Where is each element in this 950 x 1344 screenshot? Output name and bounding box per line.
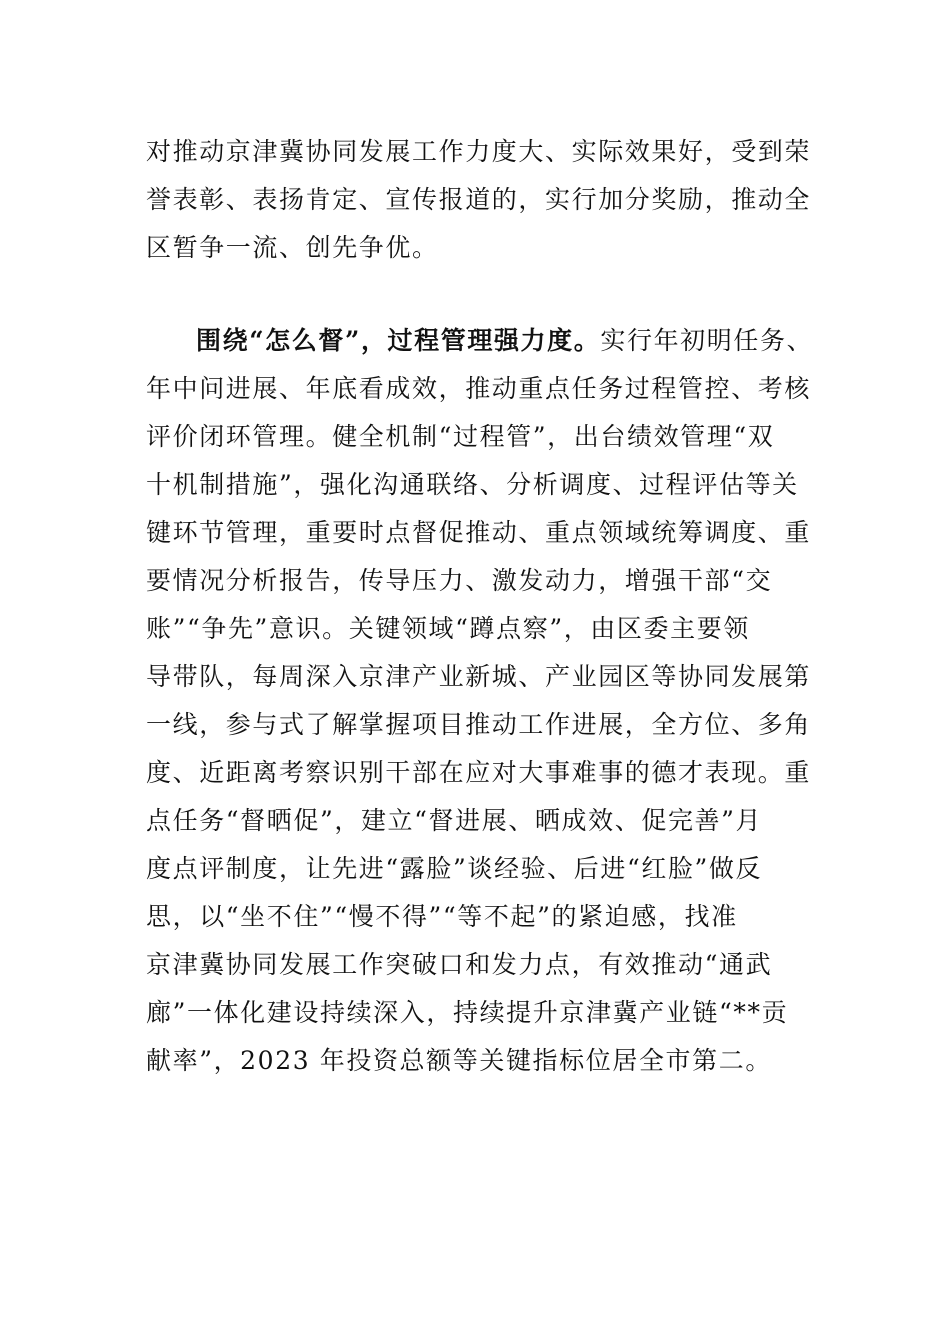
paragraph-first-line (146, 317, 814, 365)
paragraph-line: 廊”一体化建设持续深入，持续提升京津冀产业链“**贡 (146, 998, 789, 1027)
paragraph-line: 度、近距离考察识别干部在应对大事难事的德才表现。重 (146, 758, 812, 787)
paragraph-line: 思，以“坐不住”“慢不得”“等不起”的紧迫感，找准 (146, 902, 738, 931)
paragraph-2 (146, 317, 814, 1085)
paragraph-line: 度点评制度，让先进“露脸”谈经验、后进“红脸”做反 (146, 854, 763, 883)
paragraph-line: 区暂争一流、创先争优。 (146, 233, 439, 262)
paragraph-line: 键环节管理，重要时点督促推动、重点领域统筹调度、重 (146, 518, 812, 547)
paragraph-line: 京津冀协同发展工作突破口和发力点，有效推动“通武 (146, 950, 773, 979)
paragraph-line: 评价闭环管理。健全机制“过程管”，出台绩效管理“双 (146, 422, 775, 451)
paragraph-line: 对推动京津冀协同发展工作力度大、实际效果好，受到荣 (146, 137, 812, 166)
paragraph-line: 导带队，每周深入京津产业新城、产业园区等协同发展第 (146, 662, 812, 691)
paragraph-line: 要情况分析报告，传导压力、激发动力，增强干部“交 (146, 566, 773, 595)
paragraph-line: 献率”，2023 年投资总额等关键指标位居全市第二。 (146, 1046, 772, 1075)
paragraph-line: 年中问进展、年底看成效，推动重点任务过程管控、考核 (146, 374, 812, 403)
paragraph-line: 一线，参与式了解掌握项目推动工作进展，全方位、多角 (146, 710, 812, 739)
paragraph-heading: 围绕“怎么督”，过程管理强力度。 (196, 326, 601, 355)
paragraph-line-rest: 实行年初明任务、 (600, 326, 814, 355)
paragraph-line: 誉表彰、表扬肯定、宣传报道的，实行加分奖励，推动全 (146, 185, 812, 214)
paragraph-line: 账”“争先”意识。关键领域“蹲点察”，由区委主要领 (146, 614, 750, 643)
paragraph-line: 点任务“督晒促”，建立“督进展、晒成效、促完善”月 (146, 806, 763, 835)
paragraph-line: 十机制措施”，强化沟通联络、分析调度、过程评估等关 (146, 470, 799, 499)
paragraph-1 (146, 128, 812, 272)
